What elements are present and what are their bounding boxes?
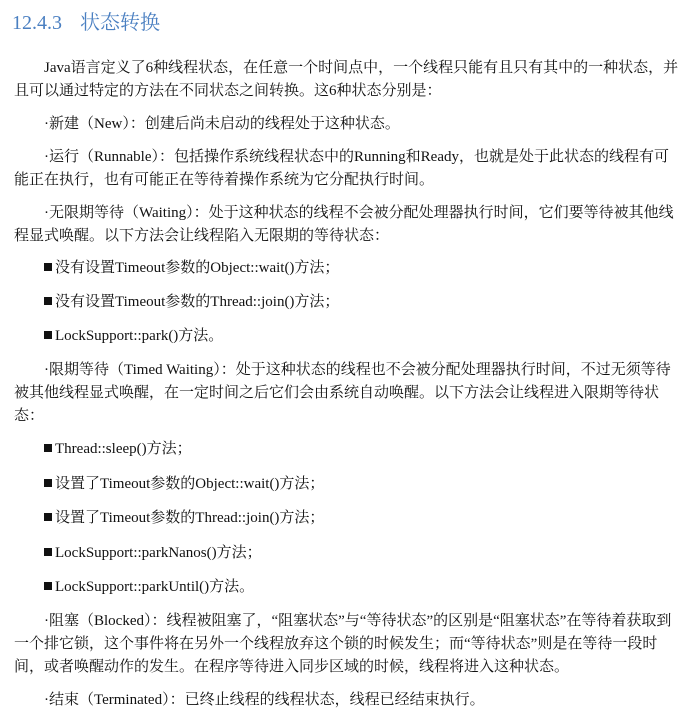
paragraph-line: 被其他线程显式唤醒，在一定时间之后它们会由系统自动唤醒。以下方法会让线程进入限期等待状 [14, 385, 660, 401]
paragraph-line: 程显式唤醒。以下方法会让线程陷入无限期的等待状态： [14, 228, 390, 244]
square-bullet-icon [44, 582, 52, 590]
state-new: ·新建（New）：创建后尚未启动的线程处于这种状态。 [44, 116, 400, 132]
state-waiting: ·无限期等待（Waiting）：处于这种状态的线程不会被分配处理器执行时间，它们要等待被其他线 [44, 205, 674, 221]
paragraph-line: Java语言定义了6种线程状态，在任意一个时间点中，一个线程只能有且只有其中的一种状态，并 [44, 60, 679, 76]
list-item-text: Thread::sleep()方法； [55, 441, 192, 457]
square-bullet-icon [44, 444, 52, 452]
square-bullet-icon [44, 331, 52, 339]
list-item-text: 没有设置Timeout参数的Thread::join()方法； [55, 294, 340, 310]
section-title: 状态转换 [80, 12, 160, 34]
list-item-text: 设置了Timeout参数的Thread::join()方法； [55, 510, 325, 526]
state-runnable: ·运行（Runnable）：包括操作系统线程状态中的Running和Ready，也就是处于此状态的线程有可 [44, 149, 669, 165]
list-item [44, 543, 262, 563]
list-item [44, 292, 339, 312]
list-item-text: LockSupport::parkUntil()方法。 [55, 579, 255, 595]
list-item-text: LockSupport::park()方法。 [55, 328, 224, 344]
paragraph-line: 间，或者唤醒动作的发生。在程序等待进入同步区域的时候，线程将进入这种状态。 [14, 659, 570, 675]
state-terminated: ·结束（Terminated）：已终止线程的线程状态，线程已经结束执行。 [44, 692, 485, 708]
section-heading [12, 6, 160, 35]
paragraph-line: 且可以通过特定的方法在不同状态之间转换。这6种状态分别是： [14, 83, 442, 99]
paragraph-line: 一个排它锁，这个事件将在另外一个线程放弃这个锁的时候发生；而“等待状态”则是在等待一段时 [14, 636, 658, 652]
list-item [44, 439, 192, 459]
state-timed-waiting: ·限期等待（Timed Waiting）：处于这种状态的线程也不会被分配处理器执行时间，不过无须等待 [44, 362, 671, 378]
list-item [44, 258, 339, 278]
list-item-text: 设置了Timeout参数的Object::wait()方法； [55, 476, 325, 492]
square-bullet-icon [44, 513, 52, 521]
section-number: 12.4.3 [12, 12, 62, 34]
square-bullet-icon [44, 263, 52, 271]
square-bullet-icon [44, 548, 52, 556]
list-item-text: LockSupport::parkNanos()方法； [55, 545, 262, 561]
square-bullet-icon [44, 297, 52, 305]
list-item [44, 508, 324, 528]
list-item-text: 没有设置Timeout参数的Object::wait()方法； [55, 260, 340, 276]
paragraph-line: 能正在执行，也有可能正在等待着操作系统为它分配执行时间。 [14, 172, 435, 188]
paragraph-line: 态： [14, 408, 45, 424]
square-bullet-icon [44, 479, 52, 487]
state-blocked: ·阻塞（Blocked）：线程被阻塞了，“阻塞状态”与“等待状态”的区别是“阻塞状态”在等待着获取到 [44, 613, 672, 629]
list-item [44, 326, 223, 346]
list-item [44, 577, 254, 597]
list-item [44, 474, 324, 494]
